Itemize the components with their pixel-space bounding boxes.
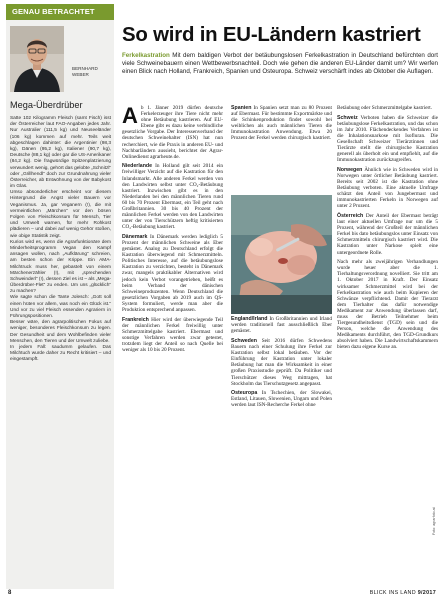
article-headline: So wird in EU-Ländern kastriert [122,24,421,46]
section-text: In Spanien setzt man zu 80 Prozent auf Ebermast. Für bestimmte Exportmärkte und die Schinkenproduktion findet sowohl bei weiblichen als auch männlichen Tieren die Immunokastration Anwendung. Etwa 20 Prozent der Ferkel werden chirurgisch kastriert. [231,105,332,142]
article-lead [122,52,438,76]
lead-keyword: Ferkelkastration [122,52,170,59]
page-number: 8 [8,590,12,596]
section-heading: Dänemark [122,233,148,240]
photo-credit: Foto: agrarfoto.at [432,507,436,535]
piglet-castration-photo [231,195,332,314]
author-last-name: WEBER [72,72,89,77]
section-spain [231,105,332,142]
section-switzerland [337,115,438,164]
section-heading: Norwegen [337,166,363,173]
magazine-name: BLICK INS LAND [369,590,416,596]
commentary-paragraph: In jedem Fall: saudumm gelaufen. Das Milchtuch wurde daher zu Recht kritisiert – und eingestampft. [10,344,111,363]
closing-paragraph: Nach mehr als zweijährigen Verhandlungen wurde heuer aber die 1. Tierhaltungsverordnung novelliert. Sie tritt am 1. Oktober 2017 in Kraft. Der Einsatz wirksamer Schmerzmittel wird bei der Ferkelkastration wie auch beim Kupieren der Schwänze verpflichtend. Damit der Tierarzt dem Tierhalter das dafür notwendige Medikament zur Anwendung überlassen darf, muss der Betrieb Teilnehmer beim Tiergesundheitsdienst (TGD) sein und die Person, welche die Anwendung des Medikaments durchführt, den TGD-Grundkurs absolviert haben. Die Landwirtschaftskammern bieten dazu eigene Kurse an. [337,259,438,351]
author-portrait [10,26,64,92]
commentary-title: Mega-Überdrüber [10,100,83,110]
continued-text: Betäubung oder Schmerzmittelgabe kastriert. [337,105,433,111]
section-text: Ähnlich wie in Schweden wird in Norwegen unter örtlicher Betäubung kastriert. Bereits seit 2002 ist die Kastration ohne Betäubung verboten. Eine aktuelle Umfrage schätzt den Anteil von Jungebermast und immunokastrierten Ferkeln in Norwegen auf unter 2 Prozent. [337,166,438,210]
intro-paragraph [122,105,223,160]
section-denmark [122,234,223,313]
section-eastern-europe [231,390,332,408]
commentary-paragraph: Wie sagte schon die Tante Jolesch: „Gott soll einen hüten vor allem, was noch ein Glück ist.“ Und vor zu viel Fleisch essenden Agrariern in Führungspositionen. [10,295,111,319]
author-byline [72,66,116,78]
section-heading: Österreich [337,213,364,219]
rubric-label: GENAU BETRACHTET [6,4,114,20]
section-france [122,317,223,354]
issue-number: 9/2017 [417,590,436,596]
commentary-paragraph: Umso absonderlicher erscheint vor diesem Hintergrund die Angst vieler Bauern vor Veganismus. Ja, gar Veganern (!), die mit vermeintlichen „Märchen“ vor den bösen Folgen von Fleischkonsum für Mensch, Tier und Umwelt warnen, für mehr Rohkost plädieren – und dabei auf wenig Gehör stoßen, wie obige Statistik zeigt. [10,190,111,239]
article-column-1 [122,105,223,357]
intro-text: b 1. Jänner 2019 dürfen deutsche Ferkelerzeuger ihre Tiere nicht mehr ohne Betäubung kastrieren. Auf EU-Ebene gibt es dazu keine verbindliche gesetzliche Vorgabe. Der Interessenverband der deutschen Schweinehalter (ISN) hat nun recherchiert, wie die Praxis in anderen EU- und Nachbarländern aussieht, berichtet der Agrar-Onlinedienst agrarheute.de. [122,105,223,160]
commentary-paragraph: Satte 102 Kilogramm Fleisch (samt Fisch) isst der Österreicher laut FAO-Angaben jedes Jahr. Nur Australier (111,5 kg) und Neuseeländer (106 kg) kommen auf mehr. Teils weit abgeschlagen dahinter: die Argentinier (98,3 kg), Dänen (95,2 kg), Italiener (90,7 kg), Deutsche (88,1 kg) oder gar die US-Amerikaner (84,2 kg). Die fragwürdige Spitzenplatzierung verwundert wenig, gehört das gelobte „Schnitzl“ oder „Grillhendl“ doch zur Grundnahrung vieler Österreicher, ab Entwöhnung von der Babykost im Glas. [10,116,111,190]
section-heading: Frankreich [122,316,149,323]
commentary-body [10,116,111,364]
section-sweden [231,338,332,387]
commentary-sidebar [6,4,114,589]
section-heading: Osteuropa [231,390,258,397]
commentary-paragraph: Besser wäre, den agrarpolitischen Fokus auf weniger, besonderes Fleischkonsum zu legen. Der Gesundheit und dem Wohlbefinden vieler Menschen, den Tieren und der Umwelt zuliebe. [10,320,111,344]
section-text: In Dänemark werden lediglich 5 Prozent der männlichen Schweine als Eber gemästet. Analog zu Deutschland erfolgt die Kastration überwiegend mit Schmerzmitteln. Politisches Interesse, auf die betäubungslose Kastration zu verzichten, besteht in Dänemark zwar, mangels praktikabler Alternativen wird jedoch kein Verbot vorangetrieben, heißt es beim Verband der dänischen Schweineproduzenten. Wenn Deutschland die gesetzlichen Vorgaben ab 2019 auch im QS-System formuliert, werde man aber die Produktion entsprechend anpassen. [122,233,223,313]
section-uk-ireland [231,316,332,334]
commentary-paragraph: Kurios wird es, wenn die Agrarfunktionäre dem Minderheitsprogramm Vegan den Kampf ansagen wollen, nach „Aufklärung“ schreien, am besten schon der Krippe. Ein AMA-Milchtruck muss her, gebastelt von einem Märchenerzähler (!), mit „sprechenden Schweinderl“ (!), dessen Ziel es ist – als „Mega-Überdrüber-Flet“ zu enden. Um uns „glücklich“ zu machen? [10,239,111,295]
section-text: Verboten haben die Schweizer die betäubungslose Ferkelkastration, und das schon im Jahr 2010. Flächendeckendes Verfahren ist die Inhalationsnarkose mit Isofluran. Die Gesellschaft Schweizer Tierärztinnen und Tierärzte stellt die chirurgische Kastration generell als überholt ein und empfiehlt, auf die Immunokastration zurückzugreifen. [337,114,438,164]
section-heading: England/Irland [231,316,268,323]
article-column-3 [337,105,438,354]
section-heading: Schweden [231,338,257,344]
author-first-name: BERNHARD [72,66,98,71]
section-text: Seit 2016 dürfen Schwedens Bauern nach einer Schulung ihre Ferkel zur Kastration selbst lokal betäuben. Vor der Einführung der Kastration unter lokaler Betäubung hat man die Wirksamkeit in einer großen Praxisstudie geprüft. Da Politiker und Tierschützer dieses Weg mittragen, hat Stockholm das Tierschutzgesetz angepasst. [231,338,332,387]
section-text: Der Anteil der Ebermast beträgt laut einer aktuellen Umfrage nur um die 5 Prozent, während der Großteil der männlichen Ferkel bis dato betäubungslos unter Einsatz von Schmerzmitteln chirurgisch kastriert wird. Die Kastration unter Narkose spielt eine untergeordnete Rolle. [337,213,438,256]
section-heading: Schweiz [337,114,358,121]
section-heading: Spanien [231,105,252,111]
section-austria [337,213,438,256]
lead-text: Mit dem baldigen Verbot der betäubungslosen Ferkelkastration in Deutschland befürchten dort viele Schweinebauern einen Wettbewerbsnachteil. Doch wie gehen die anderen EU-Länder damit um? Wir werfen einen Blick nach Holland, Frankreich, Spanien und Osteuropa. Schweiz verschärft indes ab Oktober die Auflagen. [122,52,438,76]
section-text: In Großbritannien und Irland werden traditionell fast ausschließlich Eber gemästet. [231,316,332,335]
section-text: In Holland gilt seit 2014 ein freiwilliger Verzicht auf die Kastration für den Inlandsmarkt. Alle anderen Ferkel werden von den Landwirten selbst unter CO₂-Betäubung kastriert. Inzwischen gibt es in den Niederlanden bei den männlichen Tieren rund 60 bis 70 Prozent Ebermast, ein Teil geht nach Großbritannien. 30 bis 40 Prozent der männlichen Ferkel werden von den Landwirten unter der von Tierschützern heftig kritisierten CO₂-Betäubung kastriert. [122,163,223,231]
section-netherlands [122,163,223,230]
section-heading: Niederlande [122,163,153,170]
drop-cap: A [122,103,138,128]
section-text: In Tschechien, der Slowakei, Estland, Litauen, Slowenien, Ungarn und Polen werden laut ISN-Recherche Ferkel ohne [231,390,332,409]
section-text: Hier wird der überwiegende Teil der männlichen Ferkel freiwillig unter Schmerzmittelgabe kastriert. Ebermast und sonstige Verfahren werden zwar getestet, trotzdem liegt der Anteil so nach Quelle bei weniger als 10 bis 20 Prozent. [122,316,223,354]
magazine-footer [370,590,436,596]
section-norway [337,167,438,210]
